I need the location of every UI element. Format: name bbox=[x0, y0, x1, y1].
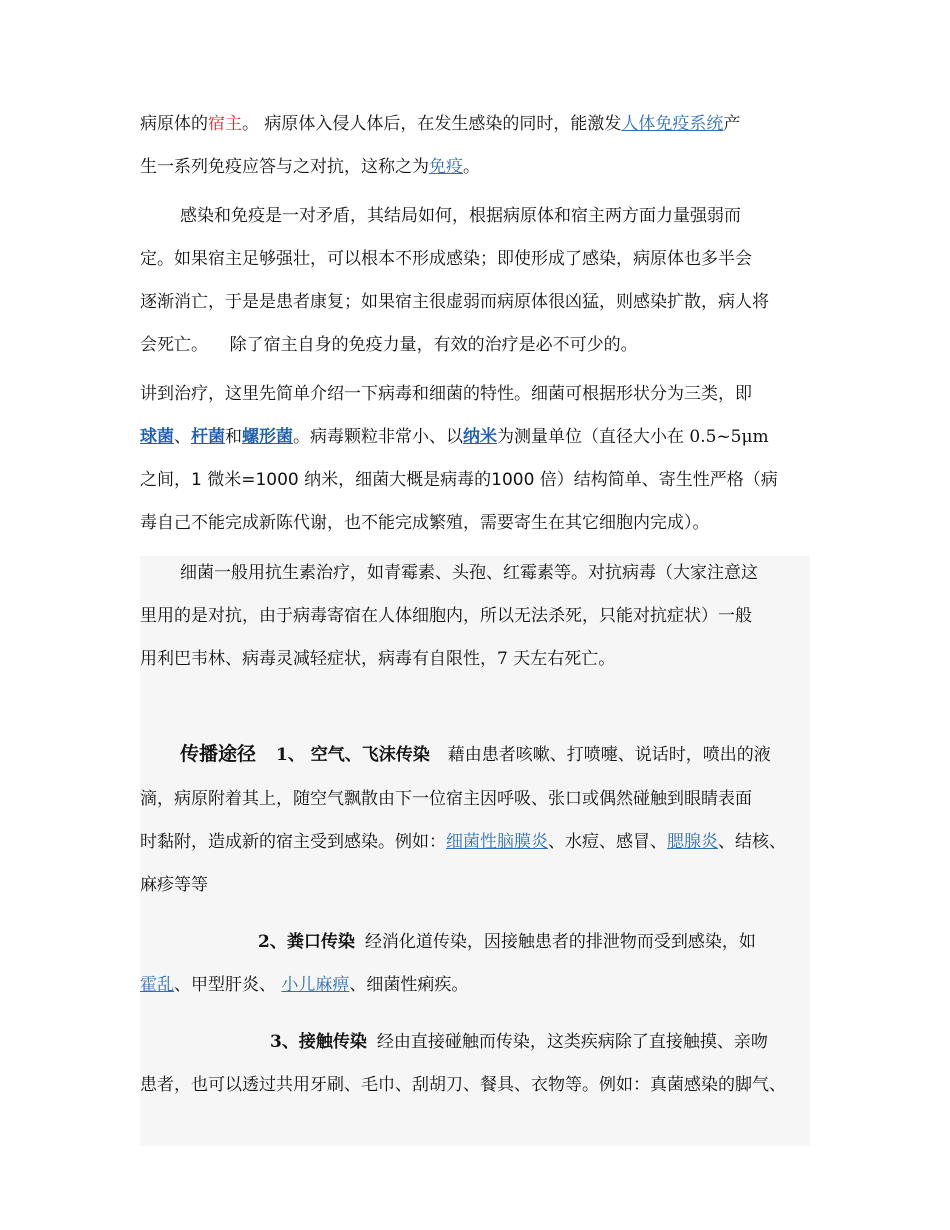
link-spirilla[interactable]: 螺形菌 bbox=[242, 427, 293, 447]
text: 为测量单位（直径大小在 0.5~5μm bbox=[497, 427, 769, 447]
paragraph-5-line-4: 麻疹等等 bbox=[140, 875, 208, 895]
paragraph-1-line-1 bbox=[140, 112, 740, 136]
paragraph-7-line-1 bbox=[270, 1030, 768, 1054]
text: 纳米，细菌大概是病毒的 bbox=[298, 470, 492, 490]
paragraph-2-line-4: 会死亡。 除了宿主自身的免疫力量，有效的治疗是必不可少的。 bbox=[140, 335, 638, 355]
paragraph-2-line-2: 定。如果宿主足够强壮，可以根本不形成感染；即使形成了感染，病原体也多半会 bbox=[140, 249, 752, 269]
text: 、细菌性痢疾。 bbox=[349, 975, 469, 995]
paragraph-1-line-2 bbox=[140, 155, 480, 179]
text: 藉由患者咳嗽、打喷嚏、说话时，喷出的液 bbox=[447, 745, 771, 765]
paragraph-5-line-2: 滴，病原附着其上，随空气飘散由下一位宿主因呼吸、张口或偶然碰触到眼睛表面 bbox=[140, 789, 752, 809]
host-highlight: 宿主 bbox=[208, 114, 242, 134]
link-cocci[interactable]: 球菌 bbox=[140, 427, 174, 447]
text: 之间， bbox=[140, 470, 191, 490]
text: 。 病原体入侵人体后，在发生感染的同时，能激发 bbox=[242, 114, 622, 134]
paragraph-6-line-1 bbox=[258, 930, 756, 954]
text: 和 bbox=[225, 427, 242, 447]
text: 倍）结构简单、寄生性严格（病 bbox=[534, 470, 778, 490]
link-immune-system[interactable]: 人体免疫系统 bbox=[621, 114, 724, 134]
paragraph-7-line-2: 患者，也可以透过共用牙刷、毛巾、刮胡刀、餐具、衣物等。例如：真菌感染的脚气、 bbox=[140, 1075, 786, 1095]
text: 经由直接碰触而传染，这类疾病除了直接触摸、亲吻 bbox=[376, 1032, 768, 1052]
text: 经消化道传染，因接触患者的排泄物而受到感染，如 bbox=[364, 932, 756, 952]
text: 、水痘、感冒、 bbox=[548, 832, 667, 852]
route-3-title: 3、接触传染 bbox=[270, 1032, 367, 1052]
link-mumps[interactable]: 腮腺炎 bbox=[667, 832, 718, 852]
link-nanometer[interactable]: 纳米 bbox=[463, 427, 497, 447]
section-heading: 传播途径 bbox=[180, 743, 257, 765]
text: 。病毒颗粒非常小、以 bbox=[293, 427, 463, 447]
paragraph-5-line-3 bbox=[140, 830, 786, 854]
text: 时黏附，造成新的宿主受到感染。例如： bbox=[140, 832, 446, 852]
link-polio[interactable]: 小儿麻痹 bbox=[281, 975, 350, 995]
paragraph-4-line-1: 细菌一般用抗生素治疗，如青霉素、头孢、红霉素等。对抗病毒（大家注意这 bbox=[180, 563, 758, 583]
paragraph-2-line-1: 感染和免疫是一对矛盾，其结局如何，根据病原体和宿主两方面力量强弱而 bbox=[180, 206, 741, 226]
paragraph-6-line-2 bbox=[140, 973, 468, 997]
paragraph-5-line-1 bbox=[180, 742, 771, 767]
text: 生一系列免疫应答与之对抗，这称之为 bbox=[140, 157, 429, 177]
text: 病原体的 bbox=[140, 114, 208, 134]
link-immunity[interactable]: 免疫 bbox=[429, 157, 463, 177]
paragraph-3-line-1: 讲到治疗，这里先简单介绍一下病毒和细菌的特性。细菌可根据形状分为三类，即 bbox=[140, 384, 752, 404]
paragraph-3-line-3 bbox=[140, 468, 778, 492]
text: 、 bbox=[174, 427, 191, 447]
text: 、结核、 bbox=[718, 832, 786, 852]
text: 1 微米=1000 bbox=[191, 470, 299, 490]
paragraph-4-line-2: 里用的是对抗，由于病毒寄宿在人体细胞内，所以无法杀死，只能对抗症状）一般 bbox=[140, 606, 752, 626]
link-cholera[interactable]: 霍乱 bbox=[140, 975, 174, 995]
text: 、甲型肝炎、 bbox=[174, 975, 282, 995]
text: 。 bbox=[463, 157, 480, 177]
paragraph-4-line-3: 用利巴韦林、病毒灵减轻症状，病毒有自限性，7 天左右死亡。 bbox=[140, 649, 616, 669]
text: 产 bbox=[723, 114, 741, 134]
route-1-title: 1、 空气、飞沫传染 bbox=[276, 745, 430, 765]
link-bacilli[interactable]: 杆菌 bbox=[191, 427, 225, 447]
paragraph-3-line-2 bbox=[140, 425, 769, 449]
text: 1000 bbox=[491, 470, 535, 490]
link-bacterial-meningitis[interactable]: 细菌性脑膜炎 bbox=[446, 832, 548, 852]
paragraph-3-line-4: 毒自己不能完成新陈代谢，也不能完成繁殖，需要寄生在其它细胞内完成）。 bbox=[140, 513, 710, 533]
paragraph-2-line-3: 逐渐消亡，于是是患者康复；如果宿主很虚弱而病原体很凶猛，则感染扩散，病人将 bbox=[140, 292, 769, 312]
route-2-title: 2、粪口传染 bbox=[258, 932, 355, 952]
